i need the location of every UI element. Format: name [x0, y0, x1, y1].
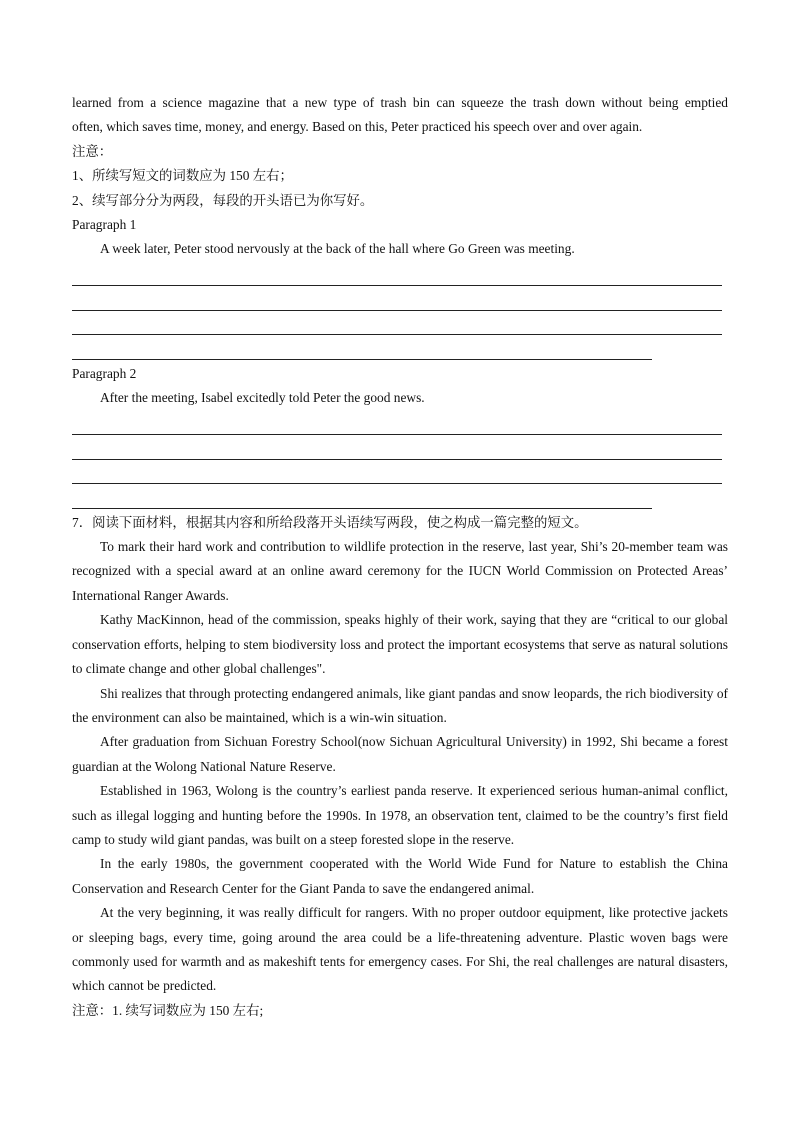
writing-line[interactable] [72, 435, 722, 460]
writing-line[interactable] [72, 484, 652, 509]
passage-paragraph: Kathy MacKinnon, head of the commission, speaks highly of their work, saying that they are “critical to our global conservation efforts, helping to stem biodiversity loss and protect the important ecosystems that serve as natural solutions to climate change and other global challenges". [72, 612, 728, 677]
note-item-2: 2、续写部分分为两段，每段的开头语已为你写好。 [72, 192, 374, 208]
writing-line[interactable] [72, 411, 722, 436]
intro-line-2: often, which saves time, money, and energy. Based on this, Peter practiced his speech over and over again. [72, 119, 643, 135]
passage-paragraph: In the early 1980s, the government cooperated with the World Wide Fund for Nature to establish the China Conservation and Research Center for the Giant Panda to save the endangered animal. [72, 856, 728, 896]
paragraph-1-opening: A week later, Peter stood nervously at the back of the hall where Go Green was meeting. [100, 241, 575, 257]
writing-line[interactable] [72, 262, 722, 287]
passage-paragraph: At the very beginning, it was really difficult for rangers. With no proper outdoor equipment, like protective jackets or sleeping bags, every time, going around the area could be a life-threatening adventure. Plastic woven bags were commonly used for warmth and as makeshift tents for emergency cases. For Shi, the real challenges are natural disasters, which cannot be predicted. [72, 905, 728, 994]
writing-line[interactable] [72, 335, 652, 360]
notes-title: 注意： [72, 143, 113, 159]
document-page [72, 91, 728, 1023]
intro-line-1: learned from a science magazine that a new type of trash bin can squeeze the trash down without being emptied [72, 95, 728, 110]
note-item-1: 1、所续写短文的词数应为 150 左右； [72, 168, 293, 184]
paragraph-2-label: Paragraph 2 [72, 365, 137, 381]
passage-paragraph: Shi realizes that through protecting endangered animals, like giant pandas and snow leopards, the rich biodiversity of the environment can also be maintained, which is a win-win situation. [72, 685, 728, 725]
question-7-note: 注意：1. 续写词数应为 150 左右; [72, 1002, 264, 1018]
passage-paragraph: Established in 1963, Wolong is the country’s earliest panda reserve. It experienced serious human-animal conflict, such as illegal logging and hunting before the 1990s. In 1978, an observation tent, claimed to be the country’s first field camp to study wild giant pandas, was built on a steep forested slope in the reserve. [72, 783, 728, 847]
question-7-instruction: 7．阅读下面材料，根据其内容和所给段落开头语续写两段，使之构成一篇完整的短文。 [72, 514, 588, 530]
writing-line[interactable] [72, 311, 722, 336]
paragraph-2-opening: After the meeting, Isabel excitedly told Peter the good news. [100, 390, 425, 406]
passage-paragraph: To mark their hard work and contribution to wildlife protection in the reserve, last year, Shi’s 20-member team was recognized with a special award at an online award ceremony for the IUCN World Commission on Protected Areas’ International Ranger Awards. [72, 539, 728, 603]
passage-paragraph: After graduation from Sichuan Forestry School(now Sichuan Agricultural University) in 1992, Shi became a forest guardian at the Wolong National Nature Reserve. [72, 734, 728, 774]
writing-line[interactable] [72, 460, 722, 485]
paragraph-1-label: Paragraph 1 [72, 217, 137, 233]
writing-line[interactable] [72, 286, 722, 311]
